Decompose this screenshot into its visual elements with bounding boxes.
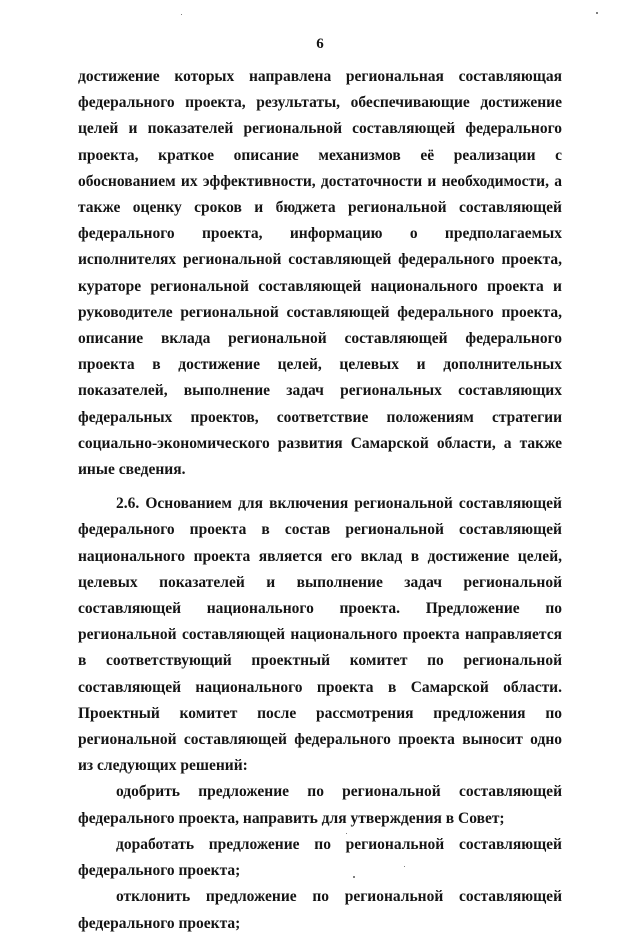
decision-reject: отклонить предложение по региональной составляющей федерального проекта; xyxy=(78,888,562,932)
scan-speck xyxy=(596,12,598,14)
scan-speck xyxy=(353,876,355,878)
scan-speck xyxy=(181,14,182,15)
paragraph-2-6: 2.6. Основанием для включения региональной составляющей федерального проекта в состав региональной составляющей национального проекта является его вклад в достижение целей, целевых показателей и выполнение задач региональной составляющей национального проекта. Предложение по региональной составляющей национального проекта направляется в соответствующий проектный комитет по региональной составляющей национального проекта в Самарской области. Проектный комитет после рассмотрения предложения по региональной составляющей федерального проекта выносит одно из следующих решений: xyxy=(78,495,562,775)
decision-approve: одобрить предложение по региональной составляющей федерального проекта, направить для утверждения в Совет; xyxy=(78,783,562,827)
paragraph-continuation: достижение которых направлена региональная составляющая федерального проекта, результаты, обеспечивающие достижение целей и показателей региональной составляющей федерального проекта, краткое описание механизмов её реализации с обоснованием их эффективности, достаточности и необходимости, а также оценку сроков и бюджета региональной составляющей федерального проекта, информацию о предполагаемых исполнителях региональной составляющей федерального проекта, кураторе региональной составляющей национального проекта и руководителе региональной составляющей федерального проекта, описание вклада региональной составляющей федерального проекта в достижение целей, целевых и дополнительных показателей, выполнение задач региональных составляющих федеральных проектов, соответствие положениям стратегии социально-экономического развития Самарской области, а также иные сведения. xyxy=(78,68,562,479)
document-body xyxy=(78,64,562,937)
page-number: 6 xyxy=(316,36,324,52)
scan-speck xyxy=(346,833,347,834)
scan-speck xyxy=(404,866,405,867)
decision-revise: доработать предложение по региональной составляющей федерального проекта; xyxy=(78,835,562,880)
